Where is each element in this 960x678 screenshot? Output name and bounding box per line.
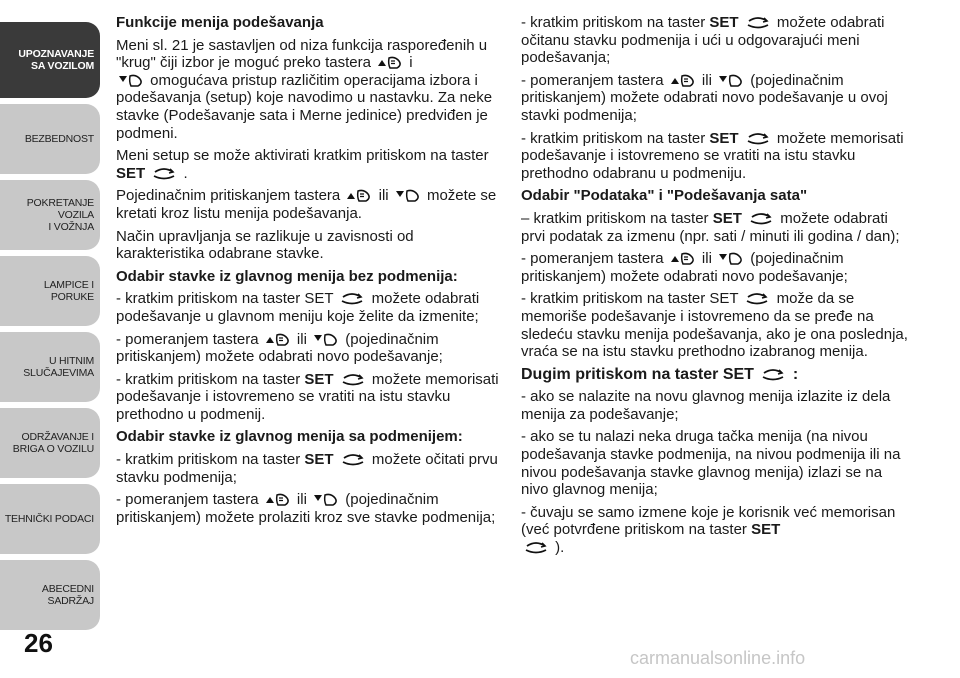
section-heading: Dugim pritiskom na taster SET : (521, 365, 799, 383)
set-button-icon (151, 167, 177, 181)
paragraph: - kratkim pritiskom na taster SET možete memorisati podešavanje i istovremeno se vratiti na istu stavku prethodno odabranu u podmeniju. (521, 129, 904, 182)
section-heading: Odabir stavke iz glavnog menija sa podmenijem: (116, 428, 463, 446)
down-button-icon (313, 331, 339, 347)
tab-label: U HITNIM SLUČAJEVIMA (23, 355, 94, 379)
up-button-icon (670, 250, 696, 266)
set-button-icon (340, 373, 366, 387)
up-button-icon (346, 187, 372, 203)
up-button-icon (265, 491, 291, 507)
tab-tehnicki-podaci[interactable] (0, 484, 100, 554)
tab-lampice-i-poruke[interactable] (0, 256, 100, 326)
down-button-icon (718, 72, 744, 88)
paragraph: - kratkim pritiskom na taster SET možete očitati prvu stavku podmenija; (116, 451, 498, 486)
paragraph: - pomeranjem tastera ili (pojedinačnim pritiskanjem) možete odabrati novo podešavanje u ovoj stavki podmenija; (521, 71, 888, 124)
paragraph: - kratkim pritiskom na taster SET može da se memoriše podešavanje i istovremeno da se pređe na sledeću stavku menija podešavanja, ako je ona poslednja, vraća se na istu stavku prethodno izabranog menija. (521, 290, 908, 361)
paragraph: Meni sl. 21 je sastavljen od niza funkcija raspoređenih u "krug" čiji izbor je moguć preko tastera i omogućava pristup različitim operacijama izbora i podešavanja (setup) koje navodimo u nastavku. Za neke stavke (Podešavanje sata i Merne jedinice) predviđen je podmeni. (116, 36, 493, 142)
paragraph: Način upravljanja se razlikuje u zavisnosti od karakteristika odabrane stavke. (116, 227, 414, 263)
tab-bezbednost[interactable] (0, 104, 100, 174)
watermark: carmanualsonline.info (630, 648, 806, 668)
paragraph: - ako se tu nalazi neka druga tačka menija (na nivou podešavanja stavke podmenija, na nivou podmenija ili na nivou podešavanja stavke glavnog menija) izlazi se na nivo glavnog menija; (521, 428, 901, 499)
paragraph: - kratkim pritiskom na taster SET možete odabrati očitanu stavku podmenija i ući u odgovarajući meni podešavanja; (521, 14, 885, 67)
section-heading: Odabir "Podataka" i "Podešavanja sata" (521, 187, 808, 205)
set-button-icon (748, 212, 774, 226)
paragraph: - pomeranjem tastera ili (pojedinačnim pritiskanjem) možete odabrati novo podešavanje; (521, 250, 848, 285)
down-button-icon (313, 491, 339, 507)
paragraph: Meni setup se može aktivirati kratkim pritiskom na taster SET . (116, 147, 489, 182)
tab-label: BEZBEDNOST (24, 133, 94, 145)
set-button-icon (523, 541, 549, 555)
tab-label: POKRETANJE VOZILA I VOŽNJA (26, 197, 94, 233)
set-button-icon (744, 292, 770, 306)
chapter-sidebar (0, 22, 100, 636)
paragraph: - ako se nalazite na novu glavnog menija izlazite iz dela menija za podešavanje; (521, 388, 891, 423)
left-column (116, 14, 499, 531)
tab-label: UPOZNAVANJE SA VOZILOM (18, 48, 94, 72)
tab-label: ABECEDNI SADRŽAJ (41, 583, 94, 607)
set-button-icon (745, 132, 771, 146)
down-button-icon (718, 250, 744, 266)
tab-label: TEHNIČKI PODACI (4, 513, 94, 525)
paragraph: Pojedinačnim pritiskanjem tastera ili možete se kretati kroz listu menija podešavanja. (116, 187, 497, 222)
paragraph: – kratkim pritiskom na taster SET možete odabrati prvi podatak za izmenu (npr. sati / minuti ili godina / dan); (521, 209, 900, 245)
paragraph: - pomeranjem tastera ili (pojedinačnim pritiskanjem) možete prolaziti kroz sve stavke podmenija; (116, 491, 496, 526)
down-button-icon (395, 187, 421, 203)
set-button-icon (760, 368, 786, 382)
set-button-icon (340, 453, 366, 467)
tab-u-hitnim-slucajevima[interactable] (0, 332, 100, 402)
tab-abecedni-sadrzaj[interactable] (0, 560, 100, 630)
section-heading: Funkcije menija podešavanja (116, 14, 324, 31)
tab-label: ODRŽAVANJE I BRIGA O VOZILU (12, 431, 94, 455)
down-button-icon (118, 72, 144, 88)
up-button-icon (377, 54, 403, 70)
paragraph: - pomeranjem tastera ili (pojedinačnim pritiskanjem) možete odabrati novo podešavanje; (116, 330, 443, 366)
page-number: 26 (24, 628, 53, 658)
tab-pokretanje-vozila[interactable] (0, 180, 100, 250)
up-button-icon (265, 331, 291, 347)
up-button-icon (670, 72, 696, 88)
tab-label: LAMPICE I PORUKE (43, 279, 94, 303)
right-column (521, 14, 909, 562)
paragraph: - čuvaju se samo izmene koje je korisnik već memorisan (već potvrđene pritiskom na taster SET ). (521, 503, 896, 557)
set-button-icon (745, 16, 771, 30)
tab-upoznavanje-sa-vozilom[interactable] (0, 22, 100, 98)
paragraph: - kratkim pritiskom na taster SET možete memorisati podešavanje i istovremeno se vratiti na istu stavku prethodno u podmenij. (116, 370, 499, 423)
section-heading: Odabir stavke iz glavnog menija bez podmenija: (116, 267, 458, 285)
set-button-icon (339, 292, 365, 306)
tab-odrzavanje[interactable] (0, 408, 100, 478)
paragraph: - kratkim pritiskom na taster SET možete odabrati podešavanje u glavnom meniju koje želite da izmenite; (116, 290, 480, 325)
